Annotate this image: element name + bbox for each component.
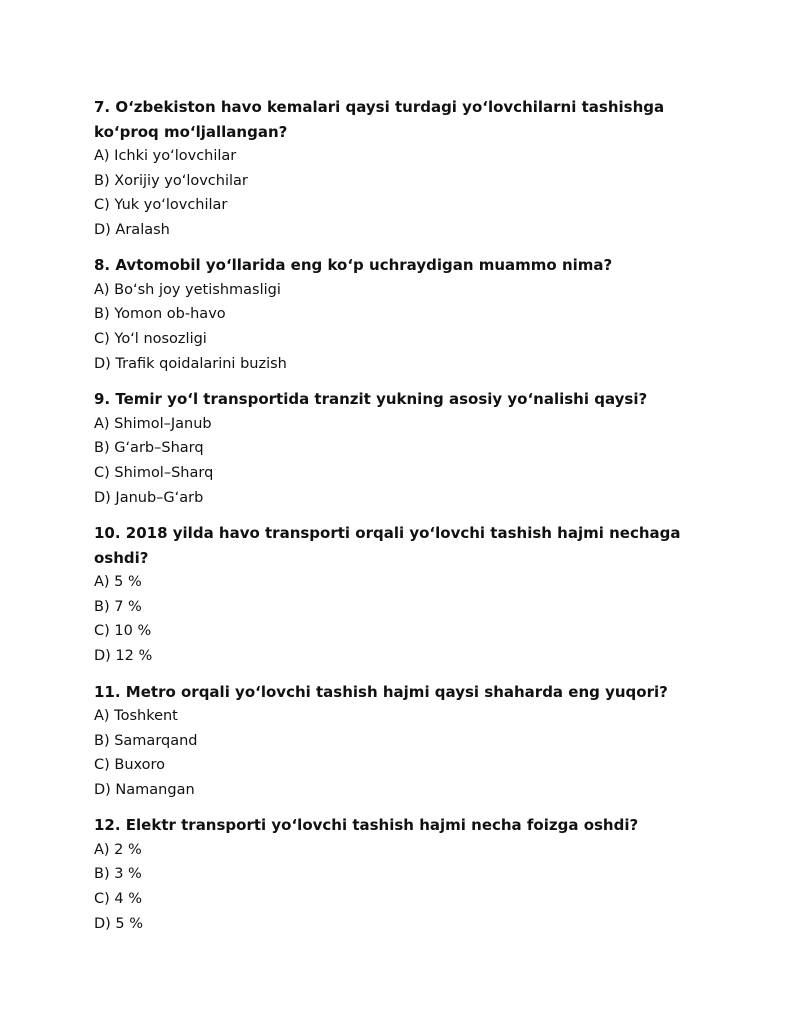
question-9 bbox=[94, 387, 714, 510]
option-d: D) Namangan bbox=[94, 781, 195, 798]
option-c: C) 4 % bbox=[94, 891, 143, 908]
option-list bbox=[94, 570, 714, 668]
option-a: A) 2 % bbox=[94, 841, 142, 858]
question-11 bbox=[94, 680, 714, 803]
document-page bbox=[94, 95, 714, 947]
option-list bbox=[94, 278, 714, 376]
question-title: 10. 2018 yilda havo transporti orqali yo‘lovchi tashish hajmi nechaga oshdi? bbox=[94, 524, 681, 567]
question-title: 8. Avtomobil yo‘llarida eng ko‘p uchraydigan muammo nima? bbox=[94, 256, 613, 275]
question-title: 11. Metro orqali yo‘lovchi tashish hajmi qaysi shaharda eng yuqori? bbox=[94, 682, 668, 701]
option-a: A) Ichki yo‘lovchilar bbox=[94, 148, 237, 164]
option-list bbox=[94, 412, 714, 510]
option-list bbox=[94, 838, 714, 936]
option-c: C) Buxoro bbox=[94, 757, 166, 774]
option-d: D) Janub–G‘arb bbox=[94, 489, 204, 506]
option-a: A) 5 % bbox=[94, 574, 142, 591]
option-a: A) Toshkent bbox=[94, 708, 178, 724]
option-list bbox=[94, 144, 714, 242]
option-d: D) 5 % bbox=[94, 915, 144, 932]
option-a: A) Shimol–Janub bbox=[94, 415, 212, 432]
option-b: B) G‘arb–Sharq bbox=[94, 440, 204, 457]
option-c: C) Shimol–Sharq bbox=[94, 464, 214, 481]
option-c: C) 10 % bbox=[94, 623, 152, 640]
option-b: B) Samarqand bbox=[94, 732, 198, 749]
option-b: B) Yomon ob-havo bbox=[94, 306, 226, 323]
option-d: D) 12 % bbox=[94, 647, 153, 664]
question-7 bbox=[94, 95, 714, 242]
option-c: C) Yo‘l nosozligi bbox=[94, 331, 207, 348]
question-title: 9. Temir yo‘l transportida tranzit yukning asosiy yo‘nalishi qaysi? bbox=[94, 390, 648, 409]
option-b: B) 3 % bbox=[94, 866, 142, 883]
question-10 bbox=[94, 521, 714, 668]
question-8 bbox=[94, 253, 714, 376]
option-c: C) Yuk yo‘lovchilar bbox=[94, 197, 228, 214]
question-12 bbox=[94, 813, 714, 936]
option-b: B) 7 % bbox=[94, 598, 142, 615]
option-d: D) Aralash bbox=[94, 221, 170, 238]
option-b: B) Xorijiy yo‘lovchilar bbox=[94, 172, 248, 189]
option-a: A) Bo‘sh joy yetishmasligi bbox=[94, 281, 281, 298]
option-list bbox=[94, 704, 714, 802]
option-d: D) Trafik qoidalarini buzish bbox=[94, 355, 287, 372]
question-title: 12. Elektr transporti yo‘lovchi tashish hajmi necha foizga oshdi? bbox=[94, 816, 639, 835]
question-title: 7. O‘zbekiston havo kemalari qaysi turdagi yo‘lovchilarni tashishga ko‘proq mo‘ljallangan? bbox=[94, 98, 665, 141]
